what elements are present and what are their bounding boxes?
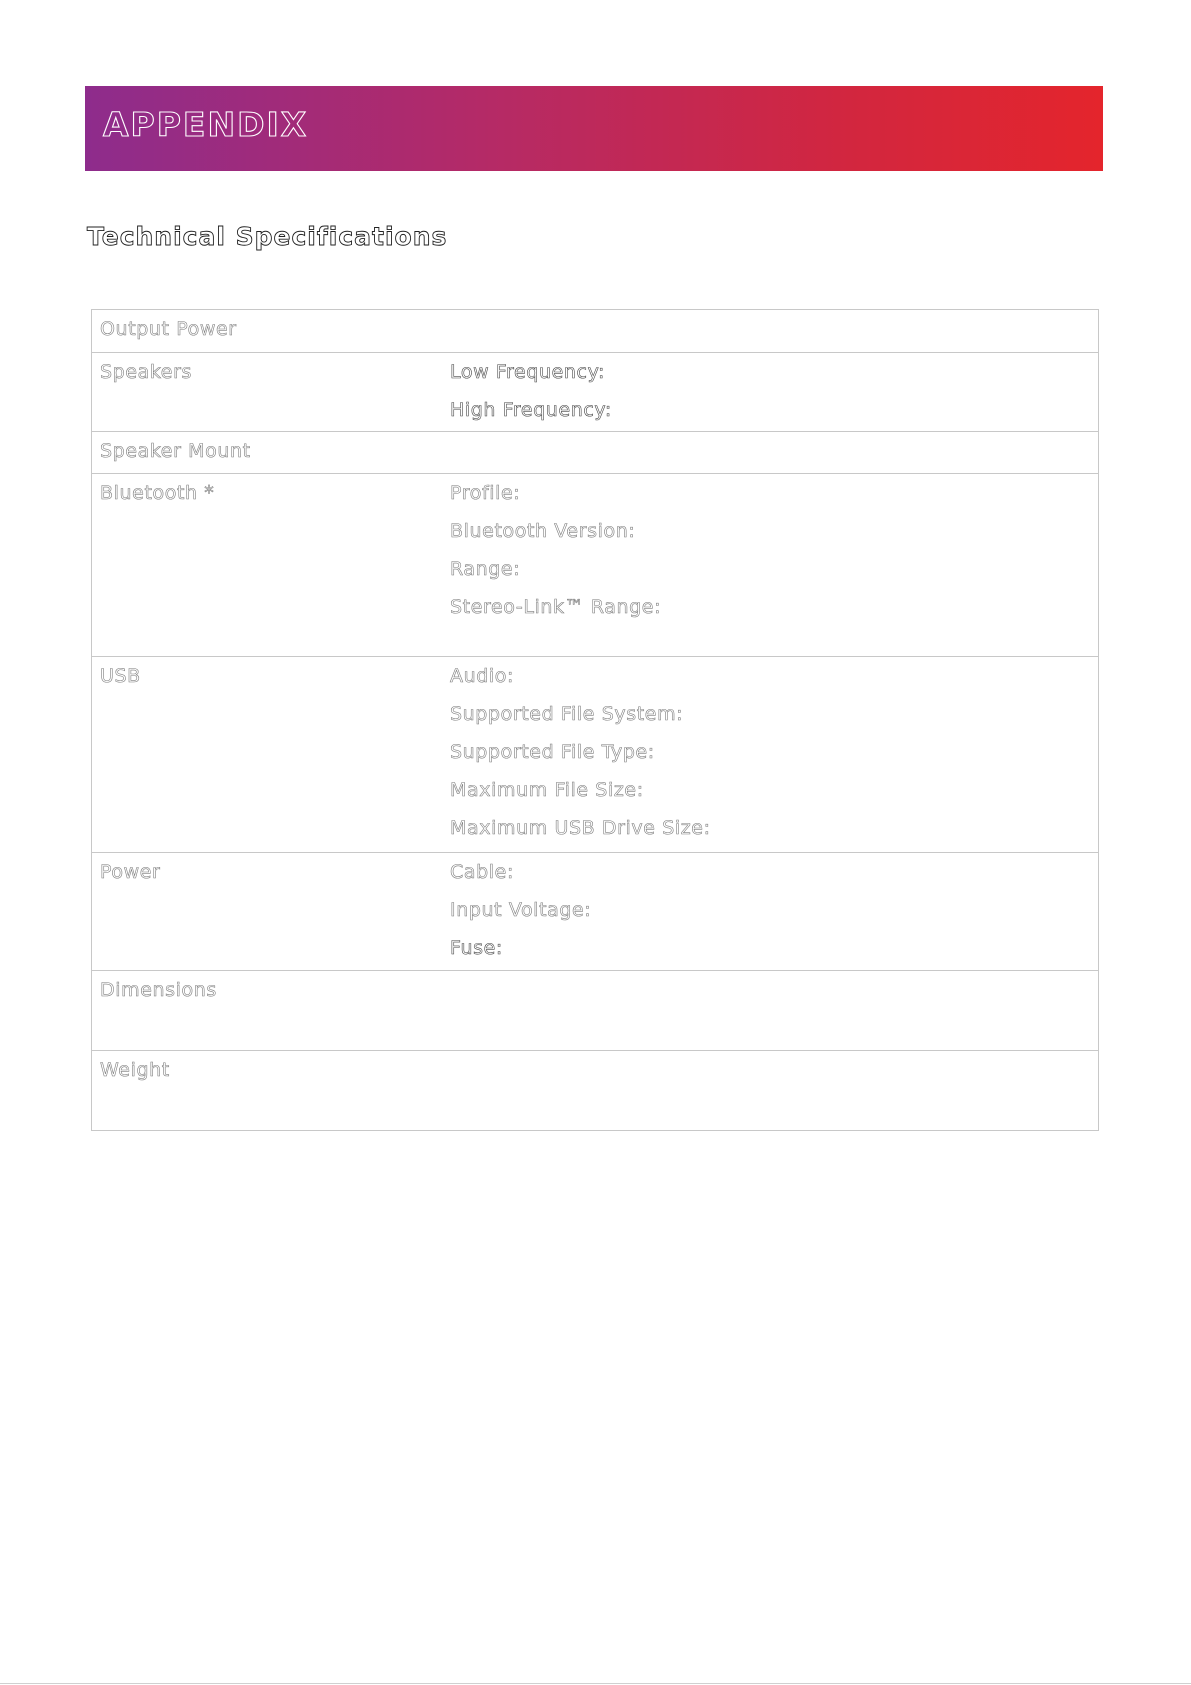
spec-category-cell [92, 657, 451, 853]
spec-item-label: Range: [450, 558, 521, 580]
spec-item-label: Profile: [450, 482, 521, 504]
spec-row-dimensions [92, 971, 1099, 1051]
specs-table [91, 309, 1099, 1131]
spec-row-usb [92, 657, 1099, 853]
spec-row-bluetooth [92, 474, 1099, 657]
spec-category-cell [92, 432, 451, 474]
spec-item-label: Audio: [450, 665, 515, 687]
spec-row-power [92, 853, 1099, 971]
section-title: Technical Specifications [87, 222, 448, 251]
spec-category-cell [92, 853, 451, 971]
spec-item-label: Supported File Type: [450, 741, 655, 763]
spec-values-cell [450, 310, 1099, 353]
spec-item-label: Input Voltage: [450, 899, 592, 921]
spec-category: Speakers [100, 361, 192, 383]
spec-category: Bluetooth * [100, 482, 215, 504]
spec-item-label: Maximum USB Drive Size: [450, 817, 711, 839]
page-bottom-divider [0, 1683, 1191, 1684]
spec-category-cell [92, 971, 451, 1051]
spec-item-label: Maximum File Size: [450, 779, 644, 801]
spec-category-cell [92, 310, 451, 353]
spec-category: Dimensions [100, 979, 217, 1001]
spec-values-cell [450, 474, 1099, 657]
spec-item-label: Stereo-Link™ Range: [450, 596, 662, 618]
spec-values-cell [450, 1051, 1099, 1131]
spec-values-cell [450, 657, 1099, 853]
spec-values-cell [450, 432, 1099, 474]
spec-values-cell [450, 353, 1099, 432]
spec-category: Power [100, 861, 161, 883]
spec-row-speaker-mount [92, 432, 1099, 474]
spec-item-label: High Frequency: [450, 399, 612, 421]
spec-category-cell [92, 353, 451, 432]
spec-item-label: Bluetooth Version: [450, 520, 636, 542]
spec-item-label: Low Frequency: [450, 361, 606, 383]
spec-category: Speaker Mount [100, 440, 251, 462]
spec-category-cell [92, 474, 451, 657]
spec-row-speakers [92, 353, 1099, 432]
spec-item-label: Fuse: [450, 937, 503, 959]
banner-title: APPENDIX [103, 105, 309, 144]
spec-row-output-power [92, 310, 1099, 353]
spec-item-label: Supported File System: [450, 703, 684, 725]
spec-row-weight [92, 1051, 1099, 1131]
spec-category-cell [92, 1051, 451, 1131]
spec-category: Output Power [100, 318, 237, 340]
spec-values-cell [450, 853, 1099, 971]
spec-values-cell [450, 971, 1099, 1051]
appendix-banner [85, 86, 1103, 171]
spec-category: USB [100, 665, 141, 687]
spec-category: Weight [100, 1059, 170, 1081]
spec-item-label: Cable: [450, 861, 514, 883]
